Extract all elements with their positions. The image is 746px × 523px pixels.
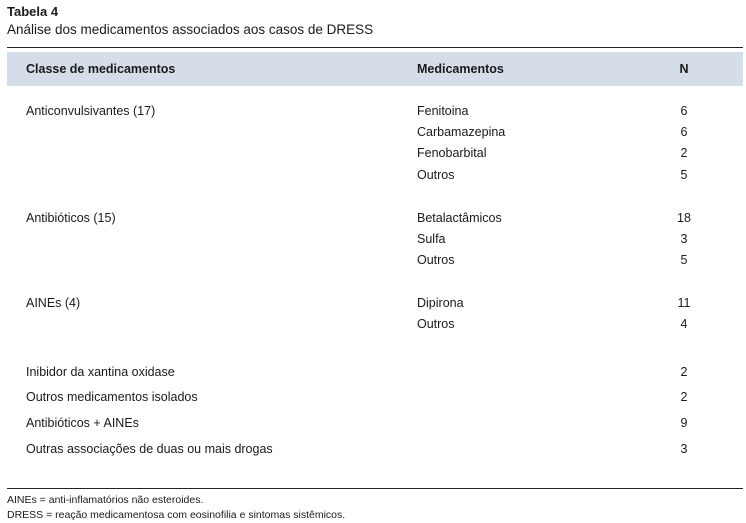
footnote: DRESS = reação medicamentosa com eosinofilia e sintomas sistêmicos. [7,509,346,521]
table-row [7,296,743,312]
cell-class: Outros medicamentos isolados [26,390,198,404]
bottom-rule [7,488,743,489]
cell-drug: Outros [417,317,455,331]
cell-n: 5 [680,253,688,267]
table-row [7,168,743,184]
top-rule [7,47,743,48]
table-caption: Análise dos medicamentos associados aos casos de DRESS [7,22,374,37]
table-row [7,253,743,269]
table-row [7,211,743,227]
cell-n: 2 [680,365,688,379]
cell-n: 3 [680,442,688,456]
cell-class: AINEs (4) [26,296,81,310]
cell-class: Antibióticos + AINEs [26,416,139,430]
cell-n: 6 [680,125,688,139]
cell-drug: Sulfa [417,232,446,246]
header-drug: Medicamentos [417,62,504,76]
cell-n: 6 [680,104,688,118]
table-header [7,52,743,86]
cell-drug: Outros [417,253,455,267]
cell-n: 11 [677,296,691,310]
cell-class: Outras associações de duas ou mais drogas [26,442,273,456]
cell-n: 4 [680,317,688,331]
table-title: Tabela 4 [7,4,59,19]
cell-drug: Fenobarbital [417,146,487,160]
cell-drug: Betalactâmicos [417,211,502,225]
table-row [7,390,743,406]
table-row [7,365,743,381]
cell-n: 9 [680,416,688,430]
cell-drug: Carbamazepina [417,125,506,139]
cell-drug: Fenitoina [417,104,469,118]
cell-n: 3 [680,232,688,246]
table-row [7,146,743,162]
cell-class: Inibidor da xantina oxidase [26,365,175,379]
table-row [7,232,743,248]
header-n: N [679,62,689,76]
cell-n: 5 [680,168,688,182]
header-class: Classe de medicamentos [26,62,176,76]
table-row [7,317,743,333]
cell-n: 2 [680,390,688,404]
cell-n: 18 [677,211,691,225]
cell-n: 2 [680,146,688,160]
cell-class: Antibióticos (15) [26,211,116,225]
cell-drug: Dipirona [417,296,464,310]
cell-drug: Outros [417,168,455,182]
table-row [7,125,743,141]
table-row [7,442,743,458]
footnote: AINEs = anti-inflamatórios não esteroides. [7,494,204,506]
cell-class: Anticonvulsivantes (17) [26,104,156,118]
table-row [7,104,743,120]
table-row [7,416,743,432]
